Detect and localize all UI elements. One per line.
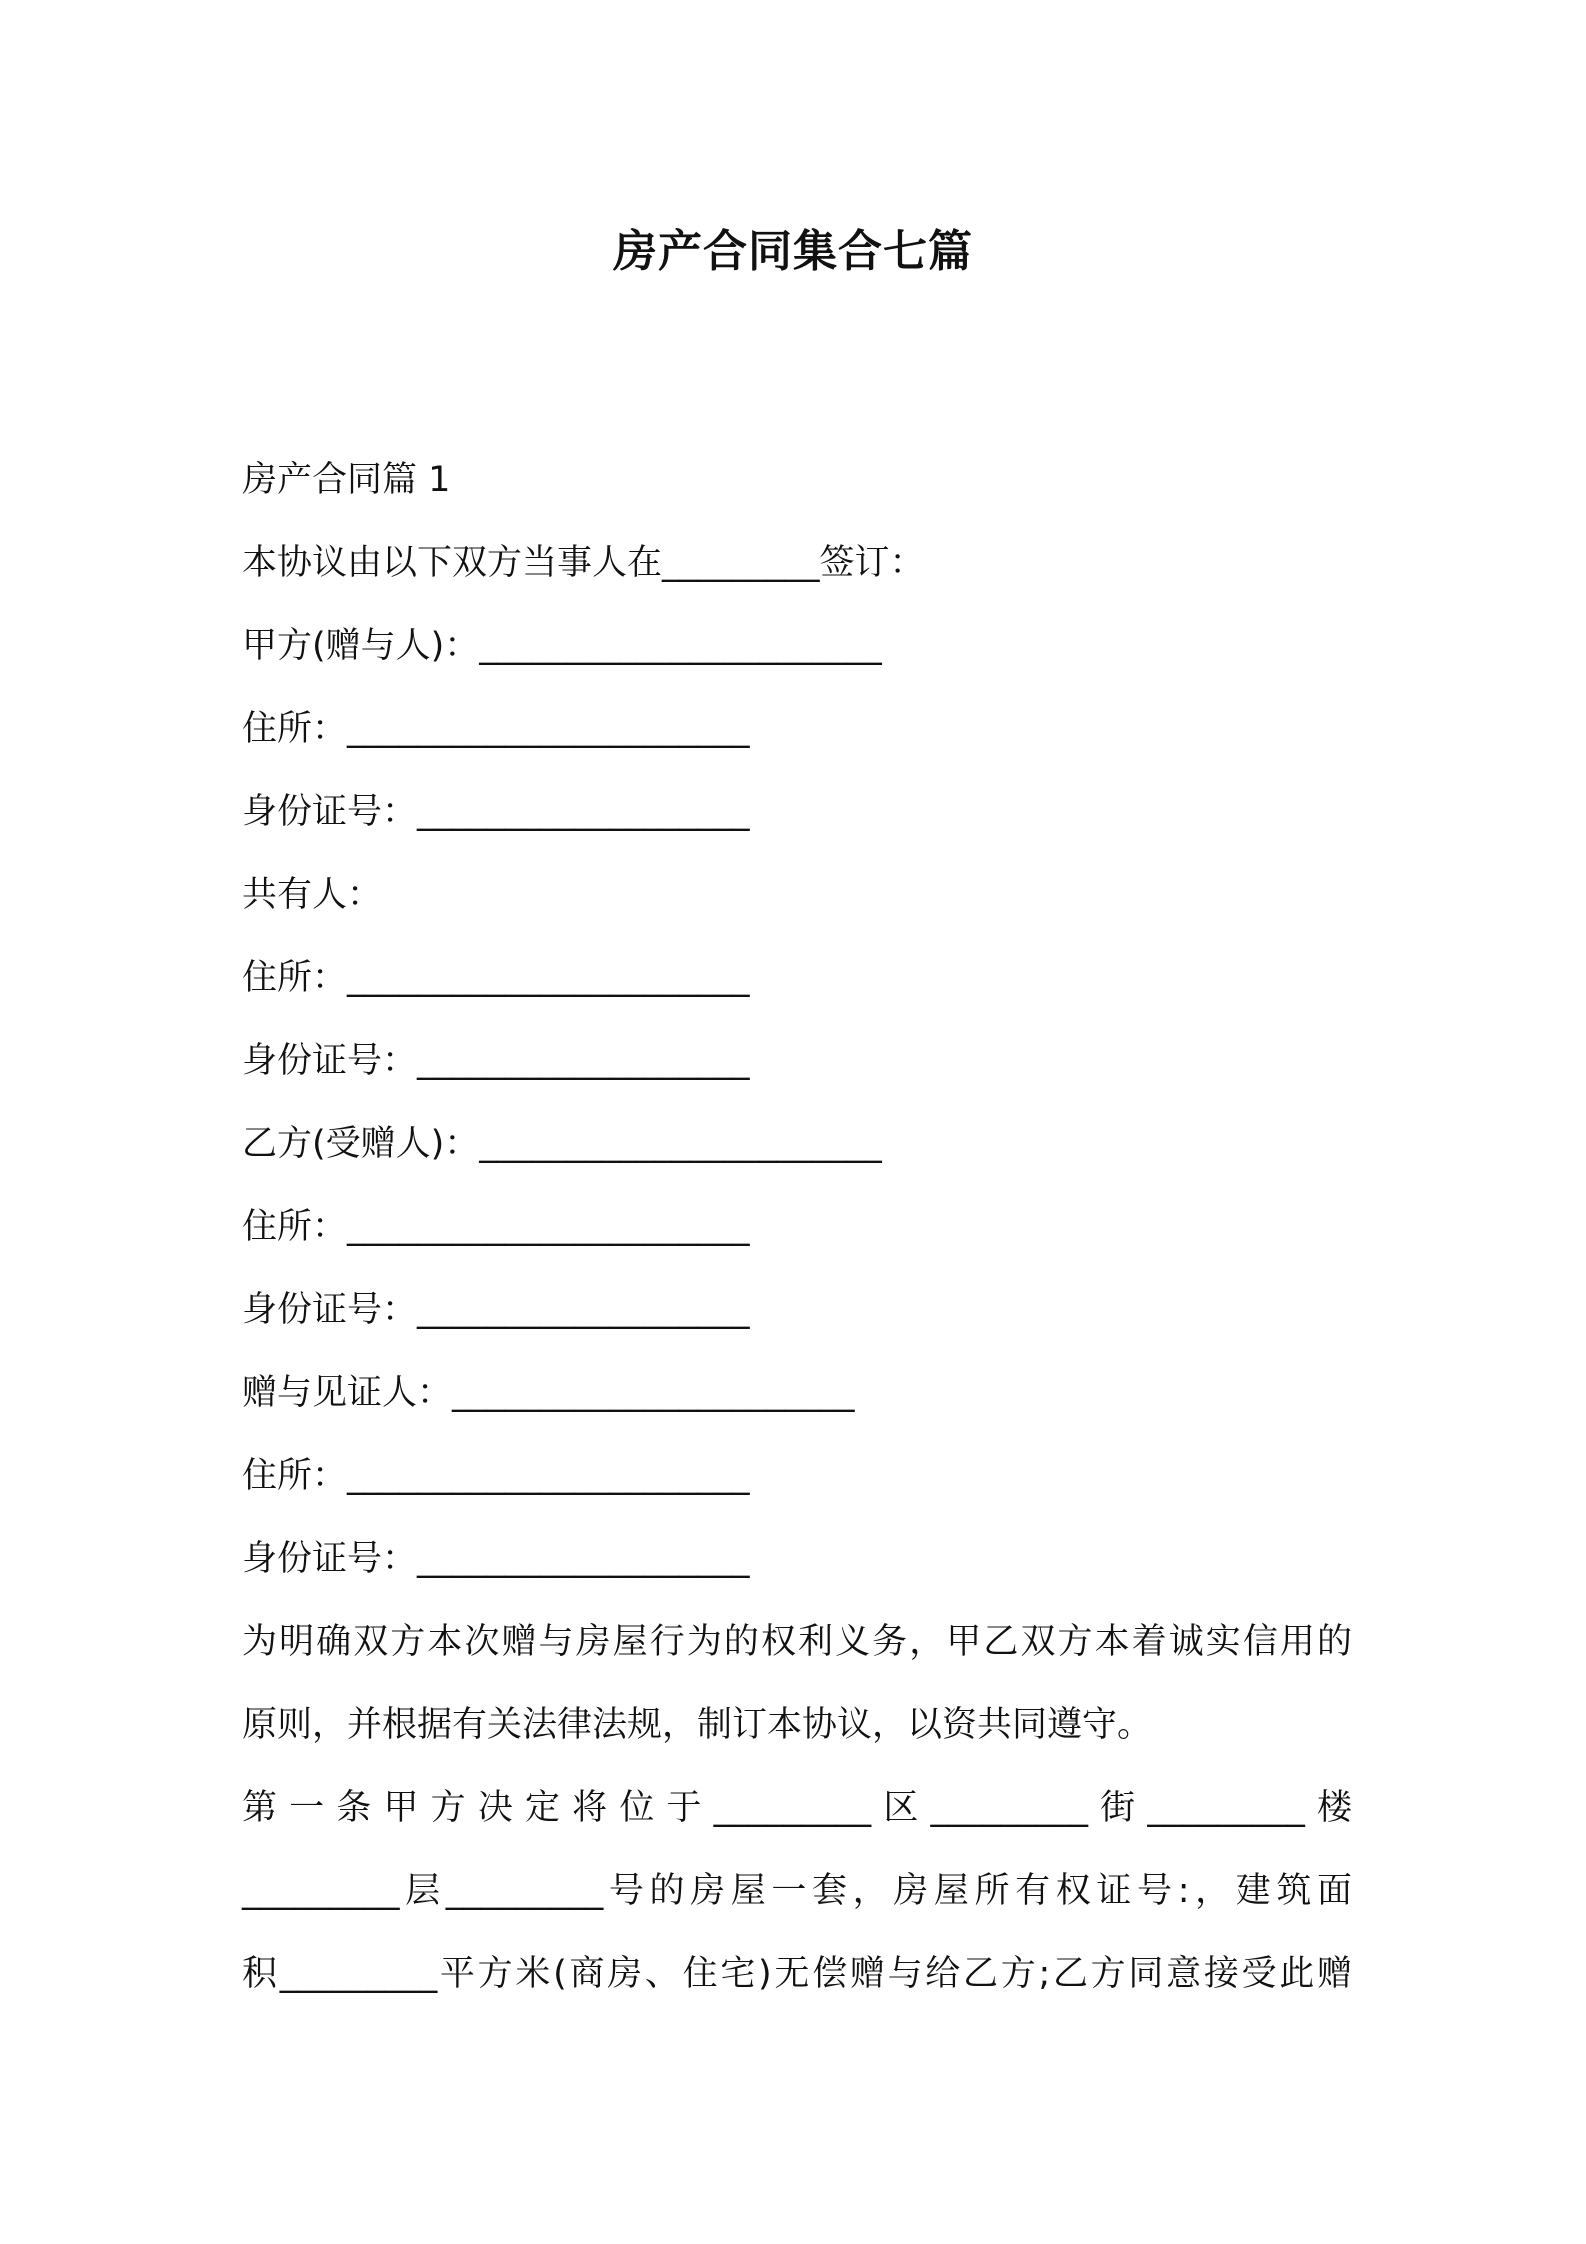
co-owner-id-line: 身份证号：___________________ (242, 1041, 750, 1081)
party-b-address-line: 住所：_______________________ (242, 1207, 750, 1247)
witness-id-line: 身份证号：___________________ (242, 1539, 750, 1579)
section-heading: 房产合同篇 1 (242, 460, 451, 500)
preamble-paragraph-line-2: 原则，并根据有关法律法规，制订本协议，以资共同遵守。 (242, 1705, 1153, 1745)
co-owner-address-line: 住所：_______________________ (242, 958, 750, 998)
preamble-paragraph-line-1: 为明确双方本次赠与房屋行为的权利义务，甲乙双方本着诚实信用的 (242, 1622, 1352, 1662)
document-title: 房产合同集合七篇 (613, 226, 973, 277)
article-one-line-3: 积_________平方米(商房、住宅)无偿赠与给乙方;乙方同意接受此赠 (242, 1954, 1352, 1994)
signing-location-line: 本协议由以下双方当事人在_________签订： (242, 543, 925, 583)
party-b-donee-line: 乙方(受赠人)：_______________________ (242, 1124, 882, 1164)
party-a-donor-line: 甲方(赠与人)：_______________________ (242, 626, 882, 666)
co-owner-line: 共有人： (242, 875, 383, 915)
witness-line: 赠与见证人：_______________________ (242, 1373, 855, 1413)
witness-address-line: 住所：_______________________ (242, 1456, 750, 1496)
party-a-address-line: 住所：_______________________ (242, 709, 750, 749)
article-one-line-1: 第一条甲方决定将位于_________区_________街_________楼 (242, 1788, 1352, 1828)
party-b-id-line: 身份证号：___________________ (242, 1290, 750, 1330)
article-one-line-2: _________层_________号的房屋一套，房屋所有权证号:，建筑面 (242, 1871, 1352, 1911)
party-a-id-line: 身份证号：___________________ (242, 792, 750, 832)
